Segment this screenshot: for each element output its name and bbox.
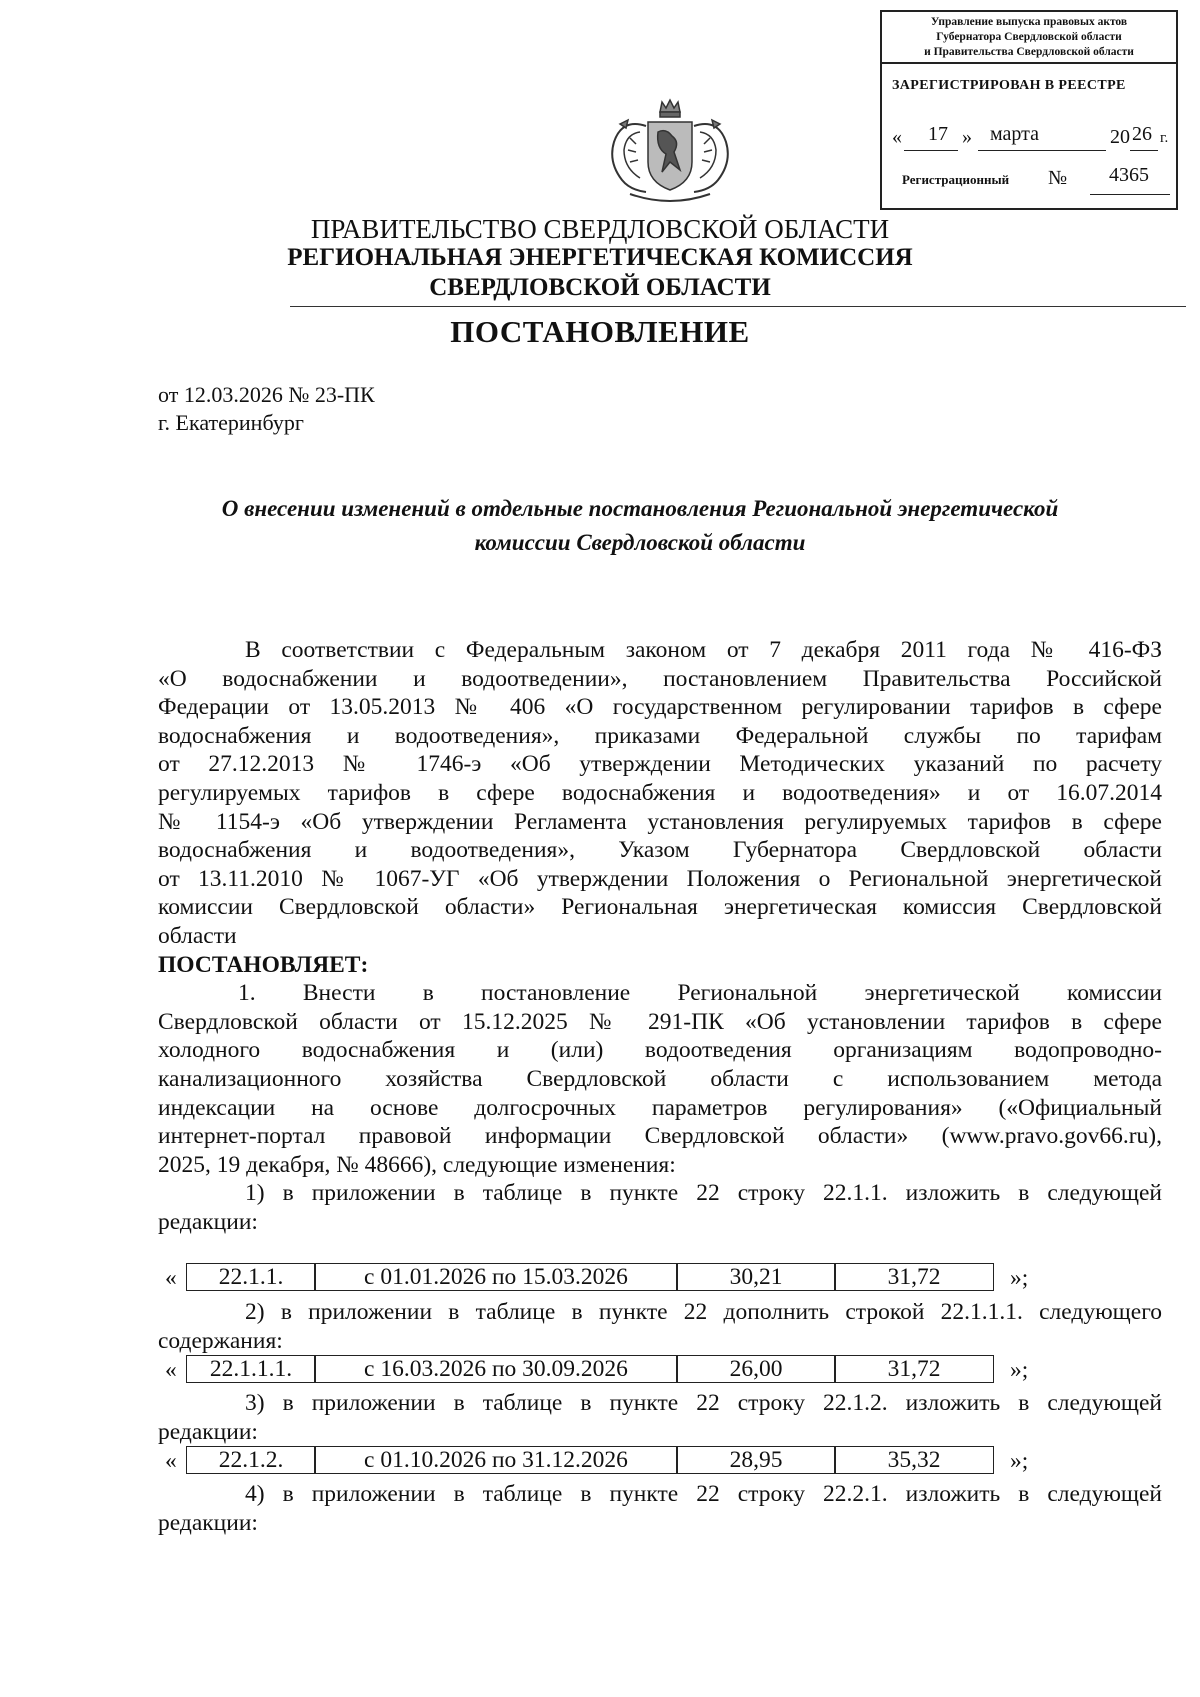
preamble-line: регулируемых тарифов в сфере водоснабжения и водоотведения» и от 16.07.2014 [158, 779, 1162, 806]
sub3-line: 3) в приложении в таблице в пункте 22 строку 22.1.2. изложить в следующей [245, 1390, 1162, 1416]
stamp-office-line: и Правительства Свердловской области [924, 46, 1134, 58]
sub1-line: редакции: [158, 1208, 258, 1235]
row-value1: 26,00 [729, 1356, 783, 1382]
preamble-line: № 1154-э «Об утверждении Регламента установления регулируемых тарифов в сфере [158, 808, 1162, 835]
preamble-line: Федерации от 13.05.2013 № 406 «О государственном регулировании тарифов в сфере [158, 694, 1162, 721]
sub4-block [158, 1480, 1162, 1537]
row-value1-cell [676, 1446, 836, 1474]
preamble-line: комиссии Свердловской области» Региональная энергетическая комиссия Свердловской [158, 894, 1162, 921]
stamp-year-prefix: 20 [1110, 126, 1130, 148]
sub3-block [158, 1389, 1162, 1446]
row-period-cell [314, 1355, 678, 1383]
row-value2: 31,72 [887, 1356, 941, 1382]
stamp-quote-close: » [962, 126, 972, 148]
row-quote-close: »; [1010, 1448, 1029, 1474]
stamp-underline [1090, 194, 1170, 195]
sub3-line: редакции: [158, 1418, 258, 1445]
document-date-number: от 12.03.2026 № 23-ПК [158, 382, 375, 407]
row-quote-close: »; [1010, 1357, 1029, 1383]
document-body [158, 636, 1162, 1236]
stamp-reg-label: Регистрационный [902, 172, 1010, 187]
preamble-line: В соответствии с Федеральным законом от 7 декабря 2011 года № 416-ФЗ [245, 637, 1162, 663]
preamble-line: «О водоснабжении и водоотведении», постановлением Правительства Российской [158, 665, 1162, 692]
stamp-underline [904, 150, 958, 151]
sub1-line: 1) в приложении в таблице в пункте 22 строку 22.1.1. изложить в следующей [245, 1180, 1162, 1207]
registry-stamp [880, 10, 1178, 210]
item1-line: холодного водоснабжения и (или) водоотведения организациям водопроводно- [158, 1037, 1162, 1064]
stamp-underline [978, 150, 1106, 151]
row-quote-close: »; [1010, 1265, 1029, 1291]
stamp-office-line: Губернатора Свердловской области [936, 31, 1122, 43]
row-quote-open: « [165, 1265, 177, 1291]
preamble-line: водоснабжения и водоотведения», Указом Губернатора Свердловской области [158, 837, 1162, 864]
sub4-line: 4) в приложении в таблице в пункте 22 строку 22.2.1. изложить в следующей [245, 1481, 1162, 1507]
stamp-day: 17 [928, 123, 948, 145]
resolves-heading: ПОСТАНОВЛЯЕТ: [158, 951, 369, 978]
row-quote-open: « [165, 1357, 177, 1383]
row-value1-cell [676, 1263, 836, 1291]
row-value1: 28,95 [729, 1447, 783, 1473]
government-name: ПРАВИТЕЛЬСТВО СВЕРДЛОВСКОЙ ОБЛАСТИ [310, 214, 890, 244]
document-title [150, 492, 1130, 560]
row-code: 22.1.1. [218, 1264, 284, 1290]
row-period-cell [314, 1263, 678, 1291]
preamble-line: области [158, 922, 237, 949]
stamp-reg-number: 4365 [1109, 164, 1149, 186]
document-type: ПОСТАНОВЛЕНИЕ [450, 314, 750, 349]
row-value2-cell [834, 1263, 994, 1291]
row-period: с 01.10.2026 по 31.12.2026 [364, 1447, 628, 1473]
sub4-line: редакции: [158, 1509, 258, 1536]
document-city: г. Екатеринбург [158, 410, 304, 435]
stamp-num-sign: № [1048, 167, 1068, 189]
title-line: О внесении изменений в отдельные постановления Региональной энергетической [221, 496, 1059, 521]
commission-region: СВЕРДЛОВСКОЙ ОБЛАСТИ [429, 274, 771, 301]
row-period: с 16.03.2026 по 30.09.2026 [364, 1356, 628, 1382]
row-period-cell [314, 1446, 678, 1474]
item1-line: индексации на основе долгосрочных параметров регулирования» («Официальный [158, 1094, 1162, 1121]
item1-line: Свердловской области от 15.12.2025 № 291-ПК «Об установлении тарифов в сфере [158, 1008, 1162, 1035]
row-value2: 31,72 [887, 1264, 941, 1290]
header-divider [290, 306, 1186, 307]
row-code: 22.1.1.1. [209, 1356, 293, 1382]
sub2-line: содержания: [158, 1327, 283, 1354]
row-value1-cell [676, 1355, 836, 1383]
stamp-year-unit: г. [1160, 130, 1169, 146]
stamp-office-line: Управление выпуска правовых актов [930, 16, 1128, 28]
commission-name: РЕГИОНАЛЬНАЯ ЭНЕРГЕТИЧЕСКАЯ КОМИССИЯ [287, 244, 913, 271]
coat-of-arms-emblem [600, 98, 740, 210]
item1-line: 2025, 19 декабря, № 48666), следующие изменения: [158, 1151, 676, 1178]
stamp-registered: ЗАРЕГИСТРИРОВАН В РЕЕСТРЕ [892, 78, 1126, 93]
stamp-underline [1130, 150, 1158, 151]
row-code: 22.1.2. [218, 1447, 284, 1473]
row-code-cell [186, 1263, 316, 1291]
stamp-month: марта [990, 123, 1039, 145]
preamble-line: от 13.11.2010 № 1067-УГ «Об утверждении Положения о Региональной энергетической [158, 865, 1162, 892]
row-code-cell [186, 1446, 316, 1474]
row-value2-cell [834, 1355, 994, 1383]
row-period: с 01.01.2026 по 15.03.2026 [364, 1264, 628, 1290]
sub2-block [158, 1298, 1162, 1355]
row-quote-open: « [165, 1448, 177, 1474]
preamble-line: от 27.12.2013 № 1746-э «Об утверждении Методических указаний по расчету [158, 751, 1162, 778]
row-value2-cell [834, 1446, 994, 1474]
stamp-year-suffix: 26 [1132, 123, 1152, 145]
item1-line: интернет-портал правовой информации Свердловской области» (www.pravo.gov66.ru), [158, 1123, 1162, 1150]
row-value2: 35,32 [887, 1447, 941, 1473]
row-code-cell [186, 1355, 316, 1383]
stamp-quote-open: « [892, 126, 902, 148]
sub2-line: 2) в приложении в таблице в пункте 22 дополнить строкой 22.1.1.1. следующего [245, 1299, 1162, 1325]
title-line: комиссии Свердловской области [474, 530, 806, 555]
row-value1: 30,21 [729, 1264, 783, 1290]
stamp-office [882, 12, 1176, 64]
preamble-line: водоснабжения и водоотведения», приказами Федеральной службы по тарифам [158, 722, 1162, 749]
item1-line: канализационного хозяйства Свердловской области с использованием метода [158, 1065, 1162, 1092]
item1-line: 1. Внести в постановление Региональной энергетической комиссии [238, 980, 1162, 1007]
